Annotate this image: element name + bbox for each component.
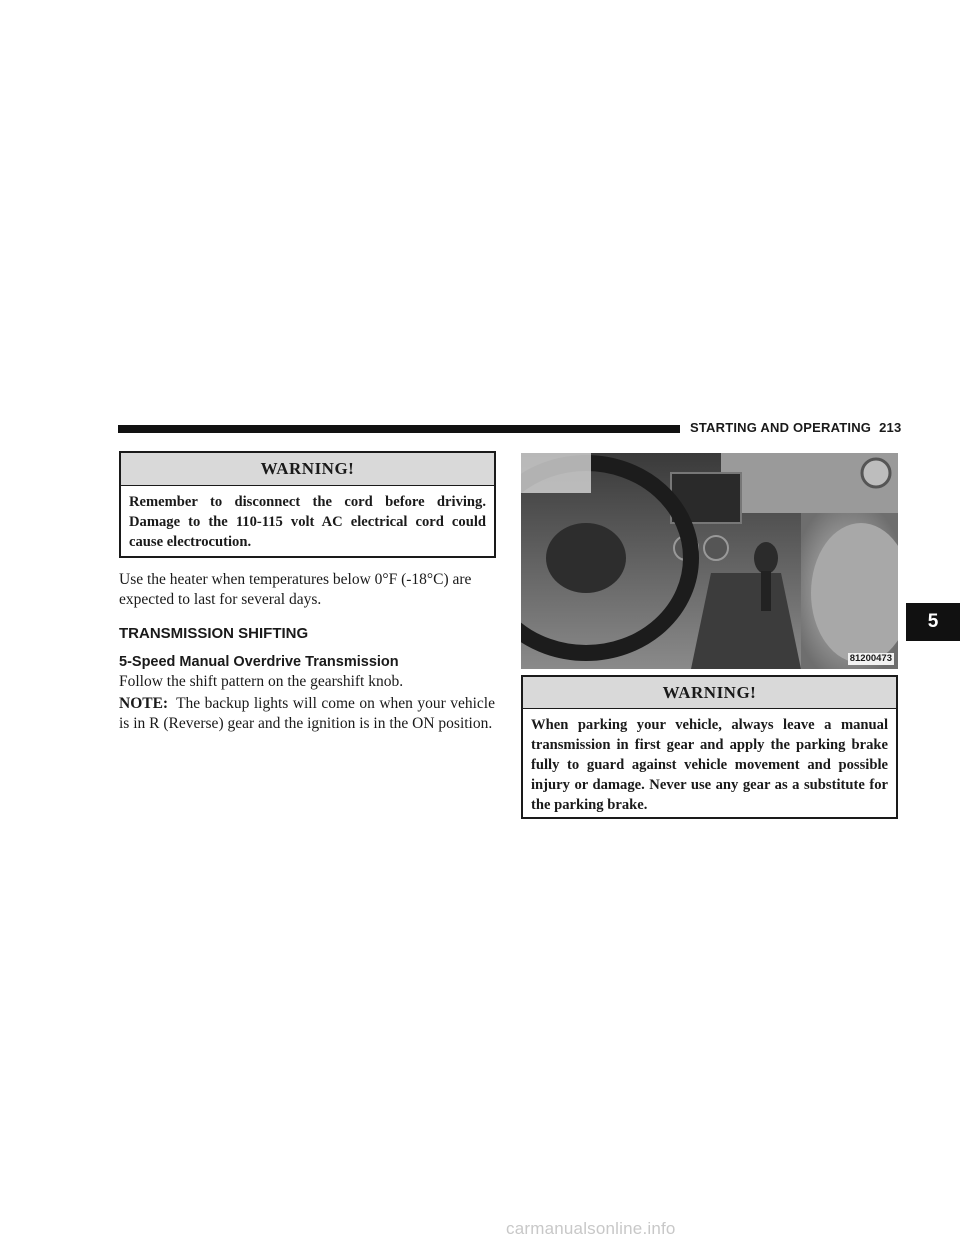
running-header xyxy=(690,420,900,435)
subsection-heading: 5-Speed Manual Overdrive Transmission xyxy=(119,654,399,670)
warning-title: WARNING! xyxy=(121,453,494,486)
note-text: The backup lights will come on when your vehicle is in R (Reverse) gear and the ignition is in the ON position. xyxy=(119,695,495,732)
chapter-tab: 5 xyxy=(906,603,960,641)
warning-title: WARNING! xyxy=(523,677,896,709)
warning-box-cord xyxy=(119,451,496,558)
note-paragraph xyxy=(119,694,495,734)
section-heading: TRANSMISSION SHIFTING xyxy=(119,625,309,642)
dashboard-illustration xyxy=(521,453,898,669)
watermark: carmanualsonline.info xyxy=(506,1219,676,1238)
header-rule xyxy=(118,425,680,433)
note-label: NOTE: xyxy=(119,695,169,712)
warning-text: Remember to disconnect the cord before driving. Damage to the 110-115 volt AC electrical cord could cause electrocution. xyxy=(129,494,486,550)
warning-box-parking xyxy=(521,675,898,819)
figure-id: 81200473 xyxy=(849,653,892,664)
heater-paragraph: Use the heater when temperatures below 0°F (-18°C) are expected to last for several days. xyxy=(119,571,472,608)
warning-text: When parking your vehicle, always leave a manual transmission in first gear and apply the parking brake fully to guard against vehicle movement and possible injury or damage. Never use any gear as a substitute for the parking brake. xyxy=(531,717,888,813)
header-section-title: STARTING AND OPERATING xyxy=(690,420,872,435)
page-number: 213 xyxy=(879,420,902,435)
interior-photo xyxy=(521,453,898,669)
shift-pattern-paragraph: Follow the shift pattern on the gearshift knob. xyxy=(119,673,404,690)
